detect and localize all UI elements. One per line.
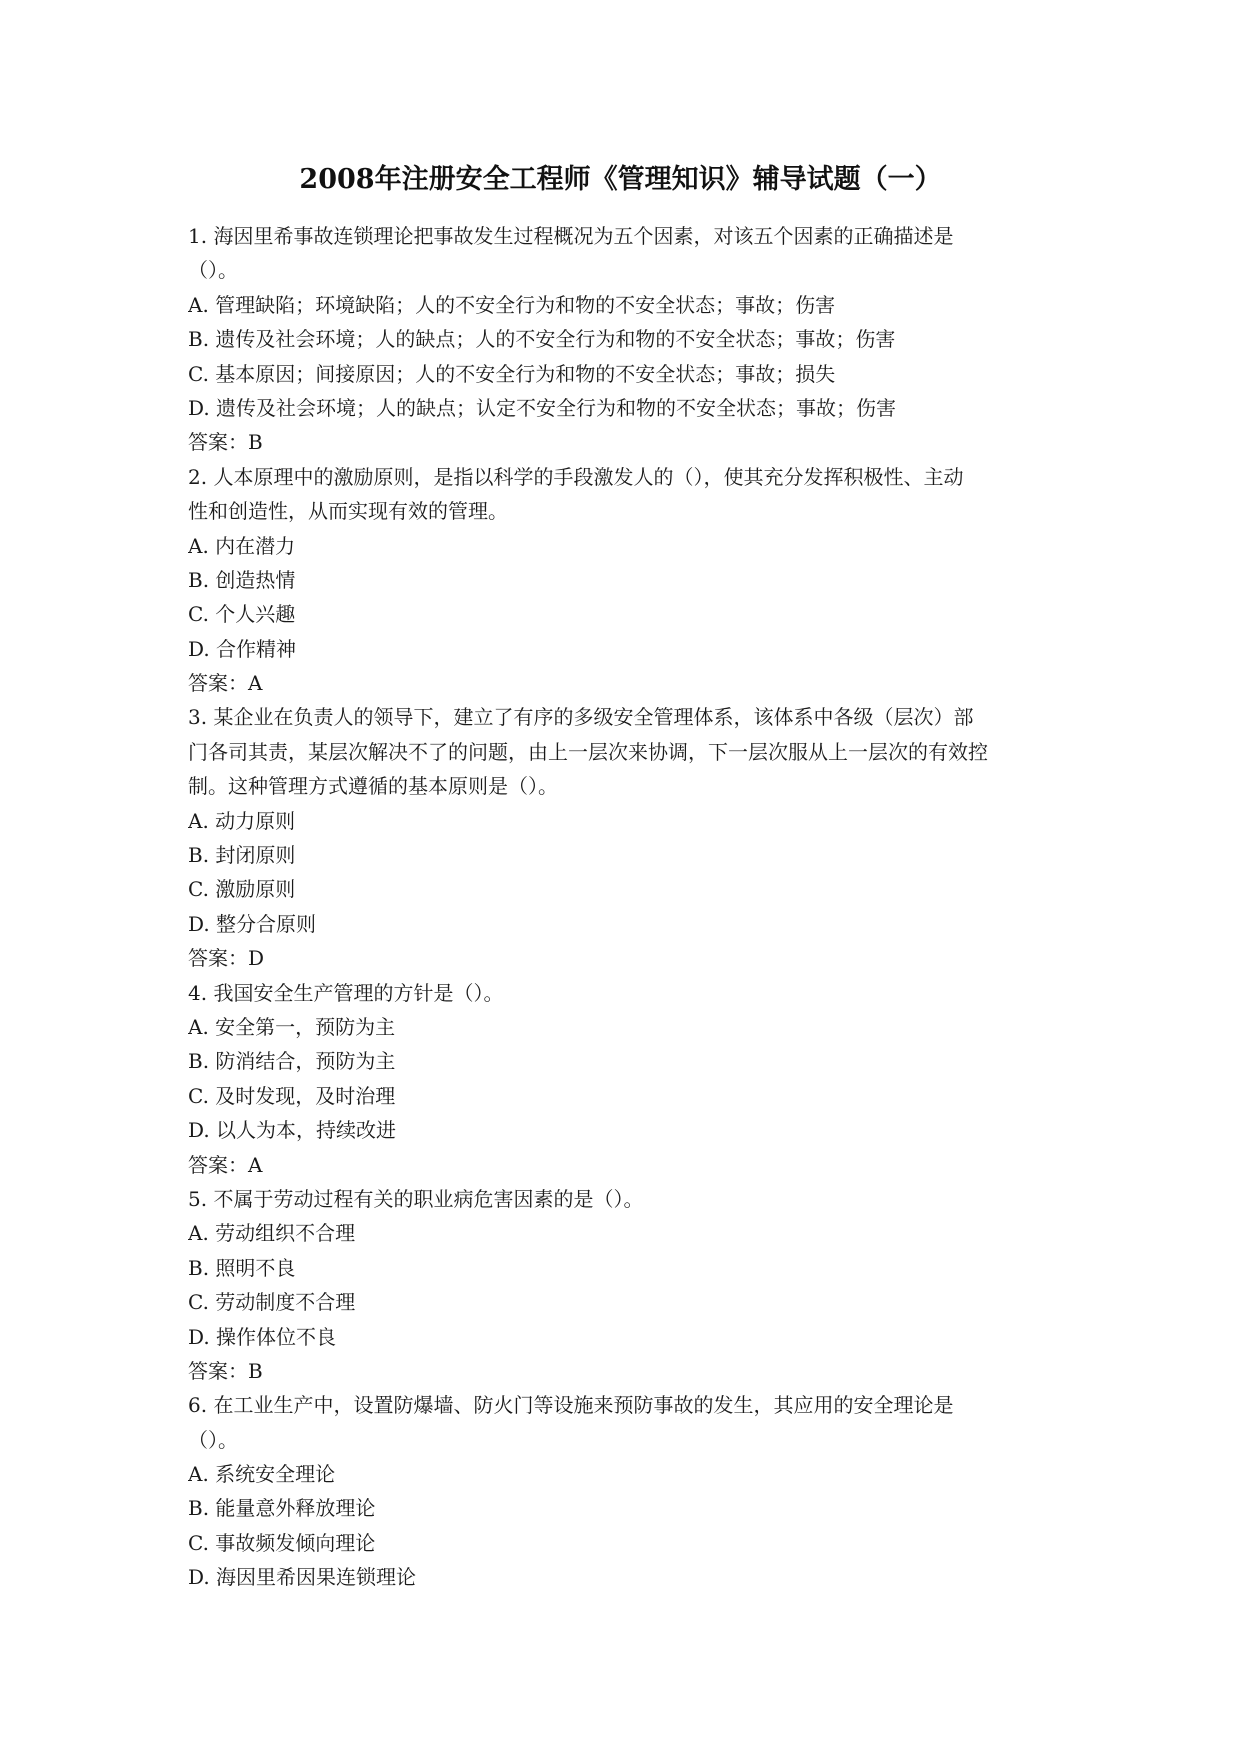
question-stem: 5. 不属于劳动过程有关的职业病危害因素的是（）。	[188, 1186, 644, 1211]
question-stem: （）。	[188, 1427, 238, 1452]
question-stem: 性和创造性，从而实现有效的管理。	[188, 499, 508, 524]
question-2	[188, 460, 1058, 701]
document-title: 2008年注册安全工程师《管理知识》辅导试题（一）	[299, 164, 942, 195]
option-a: A. 系统安全理论	[188, 1462, 336, 1487]
option-b: B. 能量意外释放理论	[188, 1496, 376, 1521]
question-stem: 门各司其责，某层次解决不了的问题，由上一层次来协调，下一层次服从上一层次的有效控	[188, 739, 988, 764]
answer-line: 答案：D	[188, 946, 265, 971]
question-stem: 4. 我国安全生产管理的方针是（）。	[188, 980, 504, 1005]
option-b: B. 封闭原则	[188, 843, 296, 868]
answer-line: 答案：A	[188, 671, 263, 696]
question-stem: （）。	[188, 258, 238, 283]
option-b: B. 遗传及社会环境；人的缺点；人的不安全行为和物的不安全状态；事故；伤害	[188, 327, 896, 352]
option-d: D. 整分合原则	[188, 911, 317, 936]
question-stem: 1. 海因里希事故连锁理论把事故发生过程概况为五个因素，对该五个因素的正确描述是	[188, 224, 954, 248]
option-d: D. 以人为本，持续改进	[188, 1118, 397, 1143]
question-stem: 2. 人本原理中的激励原则，是指以科学的手段激发人的（），使其充分发挥积极性、主动	[188, 464, 964, 489]
option-a: A. 安全第一，预防为主	[188, 1014, 396, 1039]
question-list	[188, 219, 1058, 1595]
question-1	[188, 219, 1058, 460]
option-a: A. 内在潜力	[188, 533, 296, 558]
option-d: D. 合作精神	[188, 636, 297, 661]
option-c: C. 劳动制度不合理	[188, 1290, 356, 1315]
option-c: C. 激励原则	[188, 877, 296, 902]
option-c: C. 事故频发倾向理论	[188, 1530, 376, 1555]
question-3	[188, 700, 1058, 975]
option-a: A. 劳动组织不合理	[188, 1221, 356, 1246]
answer-line: 答案：B	[188, 430, 263, 455]
question-stem: 6. 在工业生产中，设置防爆墙、防火门等设施来预防事故的发生，其应用的安全理论是	[188, 1393, 954, 1418]
option-a: A. 动力原则	[188, 808, 296, 833]
option-a: A. 管理缺陷；环境缺陷；人的不安全行为和物的不安全状态；事故；伤害	[188, 292, 836, 317]
option-d: D. 遗传及社会环境；人的缺点；认定不安全行为和物的不安全状态；事故；伤害	[188, 395, 897, 420]
option-c: C. 个人兴趣	[188, 602, 296, 627]
option-c: C. 及时发现，及时治理	[188, 1083, 396, 1108]
question-4	[188, 976, 1058, 1182]
option-c: C. 基本原因；间接原因；人的不安全行为和物的不安全状态；事故；损失	[188, 361, 836, 386]
option-d: D. 操作体位不良	[188, 1324, 337, 1349]
question-stem: 3. 某企业在负责人的领导下，建立了有序的多级安全管理体系，该体系中各级（层次）部	[188, 705, 974, 730]
option-d: D. 海因里希因果连锁理论	[188, 1565, 417, 1590]
answer-line: 答案：A	[188, 1152, 263, 1177]
option-b: B. 照明不良	[188, 1255, 296, 1280]
option-b: B. 创造热情	[188, 567, 296, 592]
question-stem: 制。这种管理方式遵循的基本原则是（）。	[188, 774, 558, 799]
question-5	[188, 1182, 1058, 1388]
option-b: B. 防消结合，预防为主	[188, 1049, 396, 1074]
answer-line: 答案：B	[188, 1358, 263, 1383]
question-6	[188, 1388, 1058, 1594]
